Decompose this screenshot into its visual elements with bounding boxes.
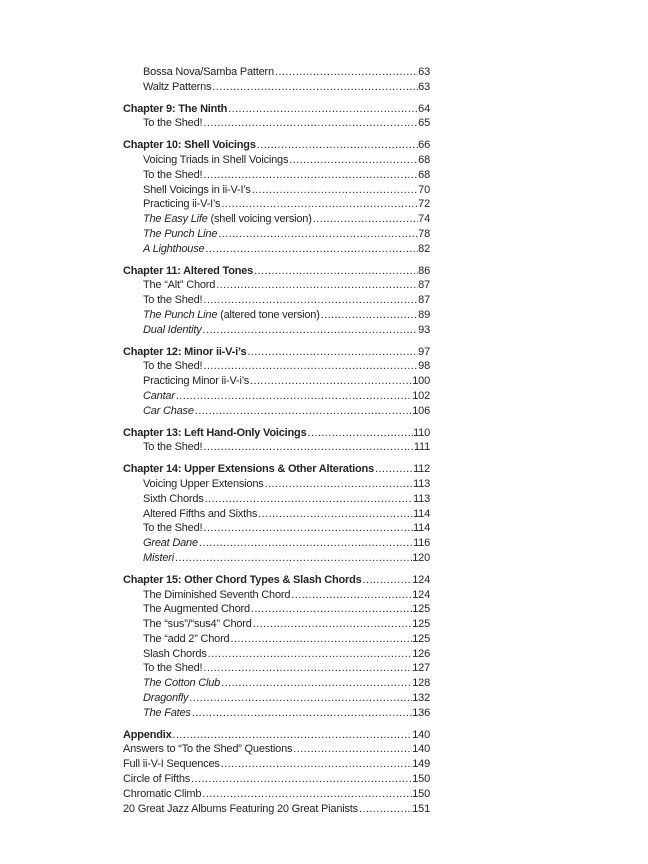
toc-entry-label: A Lighthouse: [143, 242, 205, 255]
toc-entry-label: Chapter 11: Altered Tones: [123, 264, 254, 277]
toc-leader-dots: [220, 197, 418, 212]
toc-entry-label: Chapter 10: Shell Voicings: [123, 139, 256, 152]
toc-leader-dots: [202, 440, 414, 455]
toc-leader-dots: [274, 65, 418, 80]
toc-group: [123, 573, 430, 721]
toc-page-number: 114: [413, 522, 430, 535]
toc-page-number: 125: [412, 618, 430, 631]
toc-entry: [123, 80, 430, 95]
toc-page-number: 150: [412, 787, 430, 800]
toc-page-number: 82: [418, 242, 430, 255]
toc-page-number: 86: [418, 264, 430, 277]
toc-page-number: 125: [412, 603, 430, 616]
toc-leader-dots: [220, 757, 413, 772]
toc-page-number: 140: [412, 728, 430, 741]
toc-page-number: 93: [418, 323, 430, 336]
toc-page-number: 68: [418, 153, 430, 166]
toc-entry: [123, 404, 430, 419]
toc-entry-label: To the Shed!: [143, 522, 203, 535]
toc-page-number: 63: [418, 80, 430, 93]
toc-entry: [123, 374, 430, 389]
toc-page-number: 114: [413, 507, 430, 520]
toc-entry-label: Slash Chords: [143, 647, 207, 660]
toc-page-number: 112: [413, 463, 430, 476]
toc-group: [123, 65, 430, 95]
toc-page-number: 151: [412, 802, 430, 815]
toc-leader-dots: [288, 153, 418, 168]
toc-leader-dots: [358, 802, 412, 817]
toc-page-number: 111: [413, 441, 430, 454]
toc-leader-dots: [246, 345, 418, 360]
toc-entry: [123, 389, 430, 404]
toc-leader-dots: [188, 691, 412, 706]
table-of-contents: [123, 65, 430, 823]
toc-leader-dots: [202, 116, 418, 131]
toc-entry-label: Misteri: [143, 551, 174, 564]
toc-entry-label: To the Shed!: [143, 117, 203, 130]
toc-entry: [123, 691, 430, 706]
toc-entry: [123, 647, 430, 662]
toc-page-number: 140: [412, 743, 430, 756]
toc-entry-label: Great Dane: [143, 537, 198, 550]
toc-page-number: 68: [418, 168, 430, 181]
toc-leader-dots: [191, 706, 413, 721]
toc-entry-label: Practicing Minor ii-V-i’s: [143, 375, 250, 388]
toc-entry: [123, 536, 430, 551]
toc-leader-dots: [220, 676, 412, 691]
toc-leader-dots: [252, 617, 413, 632]
toc-leader-dots: [211, 80, 418, 95]
toc-entry-suffix: (shell voicing version): [207, 213, 312, 226]
toc-leader-dots: [202, 661, 412, 676]
toc-entry-label: Answers to “To the Shed” Questions: [123, 743, 293, 756]
toc-entry: [123, 602, 430, 617]
toc-leader-dots: [374, 462, 413, 477]
toc-page-number: 65: [418, 117, 430, 130]
toc-page-number: 102: [412, 389, 430, 402]
toc-leader-dots: [257, 507, 413, 522]
toc-entry: [123, 359, 430, 374]
toc-entry: [123, 588, 430, 603]
toc-leader-dots: [202, 323, 419, 338]
toc-leader-dots: [250, 602, 412, 617]
toc-leader-dots: [264, 477, 414, 492]
toc-page-number: 126: [412, 647, 430, 660]
toc-entry-label: Waltz Patterns: [143, 80, 212, 93]
toc-group: [123, 345, 430, 419]
toc-page-number: 127: [412, 662, 430, 675]
toc-entry: [123, 323, 430, 338]
toc-chapter-entry: [123, 462, 430, 477]
toc-page-number: 132: [412, 692, 430, 705]
toc-page-number: 128: [412, 677, 430, 690]
toc-leader-dots: [256, 138, 418, 153]
toc-entry-label: Chapter 12: Minor ii-V-i’s: [123, 345, 247, 358]
toc-entry: [123, 197, 430, 212]
toc-entry-label: Chapter 9: The Ninth: [123, 102, 228, 115]
toc-leader-dots: [172, 728, 413, 743]
toc-chapter-entry: [123, 345, 430, 360]
toc-entry: [123, 65, 430, 80]
toc-entry: [123, 168, 430, 183]
toc-entry: [123, 802, 430, 817]
toc-group: [123, 264, 430, 338]
toc-leader-dots: [292, 742, 412, 757]
toc-page-number: 72: [418, 198, 430, 211]
toc-page-number: 125: [412, 632, 430, 645]
toc-leader-dots: [204, 242, 418, 257]
toc-chapter-entry: [123, 138, 430, 153]
toc-entry-label: Shell Voicings in ii-V-I’s: [143, 183, 251, 196]
toc-entry-label: Bossa Nova/Samba Pattern: [143, 66, 274, 78]
toc-leader-dots: [190, 772, 412, 787]
toc-entry: [123, 116, 430, 131]
toc-page-number: 78: [418, 227, 430, 240]
toc-page-number: 74: [418, 213, 430, 226]
toc-entry-label: Voicing Upper Extensions: [143, 477, 264, 490]
toc-group: [123, 426, 430, 456]
toc-entry: [123, 440, 430, 455]
toc-entry: [123, 492, 430, 507]
toc-entry-label: Chapter 13: Left Hand-Only Voicings: [123, 426, 307, 439]
toc-leader-dots: [312, 212, 418, 227]
toc-entry-label: 20 Great Jazz Albums Featuring 20 Great Pianists: [123, 802, 358, 815]
toc-group: [123, 138, 430, 256]
toc-entry: [123, 661, 430, 676]
toc-entry-label: The Augmented Chord: [143, 603, 250, 616]
toc-entry: [123, 676, 430, 691]
toc-entry-label: Appendix: [123, 728, 172, 741]
toc-leader-dots: [290, 588, 412, 603]
toc-page-number: 113: [413, 477, 430, 490]
toc-chapter-entry: [123, 426, 430, 441]
toc-leader-dots: [202, 168, 418, 183]
toc-entry-label: Chapter 14: Upper Extensions & Other Alterations: [123, 463, 374, 476]
toc-leader-dots: [202, 293, 418, 308]
toc-entry: [123, 242, 430, 257]
toc-page-number: 149: [412, 758, 430, 771]
toc-page-number: 100: [412, 375, 430, 388]
toc-entry: [123, 772, 430, 787]
toc-entry-label: The Fates: [143, 706, 191, 719]
toc-entry-label: Chromatic Climb: [123, 787, 202, 800]
toc-group: [123, 102, 430, 132]
toc-leader-dots: [217, 227, 418, 242]
toc-page-number: 87: [418, 294, 430, 307]
toc-entry-label: The Diminished Seventh Chord: [143, 588, 291, 601]
toc-page-number: 113: [413, 492, 430, 505]
toc-chapter-entry: [123, 573, 430, 588]
toc-entry-label: Voicing Triads in Shell Voicings: [143, 153, 289, 166]
toc-entry-label: Car Chase: [143, 404, 194, 417]
toc-leader-dots: [207, 647, 413, 662]
toc-leader-dots: [251, 183, 418, 198]
toc-leader-dots: [249, 374, 412, 389]
toc-chapter-entry: [123, 102, 430, 117]
toc-entry: [123, 617, 430, 632]
toc-entry: [123, 551, 430, 566]
toc-page-number: 70: [418, 183, 430, 196]
toc-entry-label: Altered Fifths and Sixths: [143, 507, 258, 520]
toc-page-number: 97: [418, 345, 430, 358]
toc-entry: [123, 293, 430, 308]
toc-entry-label: Dual Identity: [143, 323, 202, 336]
toc-page-number: 150: [412, 773, 430, 786]
toc-entry-label: The “sus”/“sus4” Chord: [143, 618, 252, 631]
toc-page-number: 116: [413, 537, 430, 550]
toc-entry-label: Sixth Chords: [143, 492, 204, 505]
toc-page-number: 106: [412, 404, 430, 417]
toc-leader-dots: [201, 787, 412, 802]
toc-page-number: 63: [418, 66, 430, 78]
toc-entry: [123, 632, 430, 647]
toc-entry-label: Cantar: [143, 389, 175, 402]
toc-entry: [123, 212, 430, 227]
toc-entry-label: The “add 2” Chord: [143, 632, 230, 645]
toc-page-number: 64: [418, 102, 430, 115]
toc-entry-label: The Easy Life: [143, 213, 208, 226]
toc-entry: [123, 153, 430, 168]
toc-entry: [123, 521, 430, 536]
toc-entry-label: Circle of Fifths: [123, 773, 191, 786]
toc-page-number: 124: [412, 588, 430, 601]
toc-group: [123, 462, 430, 566]
toc-page-number: 136: [412, 706, 430, 719]
toc-entry-label: The Cotton Club: [143, 677, 221, 690]
toc-entry-label: The Punch Line: [143, 227, 218, 240]
toc-page-number: 124: [412, 573, 430, 586]
toc-leader-dots: [204, 492, 413, 507]
toc-entry: [123, 787, 430, 802]
toc-entry-label: Practicing ii-V-I’s: [143, 198, 221, 211]
toc-entry-suffix: (altered tone version): [217, 308, 320, 321]
toc-leader-dots: [194, 404, 412, 419]
toc-chapter-entry: [123, 264, 430, 279]
toc-entry: [123, 757, 430, 772]
toc-page-number: 66: [418, 139, 430, 152]
toc-leader-dots: [253, 264, 418, 279]
toc-entry: [123, 507, 430, 522]
toc-leader-dots: [202, 359, 418, 374]
toc-entry: [123, 227, 430, 242]
toc-entry: [123, 278, 430, 293]
toc-leader-dots: [175, 389, 412, 404]
toc-entry-label: To the Shed!: [143, 662, 203, 675]
toc-leader-dots: [198, 536, 413, 551]
toc-entry: [123, 183, 430, 198]
toc-page-number: 87: [418, 279, 430, 292]
toc-entry-label: To the Shed!: [143, 360, 203, 373]
toc-page-number: 120: [412, 551, 430, 564]
toc-entry-label: To the Shed!: [143, 168, 203, 181]
toc-page-number: 89: [418, 308, 430, 321]
toc-leader-dots: [227, 102, 418, 117]
toc-entry-label: Full ii-V-I Sequences: [123, 758, 220, 771]
toc-entry-label: The “Alt” Chord: [143, 279, 216, 292]
toc-page-number: 110: [413, 426, 430, 439]
toc-chapter-entry: [123, 728, 430, 743]
toc-group: [123, 728, 430, 817]
toc-entry: [123, 706, 430, 721]
toc-entry: [123, 742, 430, 757]
toc-entry-label: To the Shed!: [143, 294, 203, 307]
toc-leader-dots: [174, 551, 412, 566]
toc-entry-label: To the Shed!: [143, 441, 203, 454]
toc-entry-label: The Punch Line: [143, 308, 218, 321]
toc-page-number: 98: [418, 360, 430, 373]
toc-leader-dots: [229, 632, 412, 647]
toc-leader-dots: [215, 278, 418, 293]
toc-entry: [123, 308, 430, 323]
toc-leader-dots: [320, 308, 418, 323]
toc-entry: [123, 477, 430, 492]
toc-entry-label: Chapter 15: Other Chord Types & Slash Chords: [123, 573, 362, 586]
toc-entry-label: Dragonfly: [143, 692, 189, 705]
toc-leader-dots: [202, 521, 413, 536]
toc-leader-dots: [362, 573, 413, 588]
toc-leader-dots: [307, 426, 414, 441]
